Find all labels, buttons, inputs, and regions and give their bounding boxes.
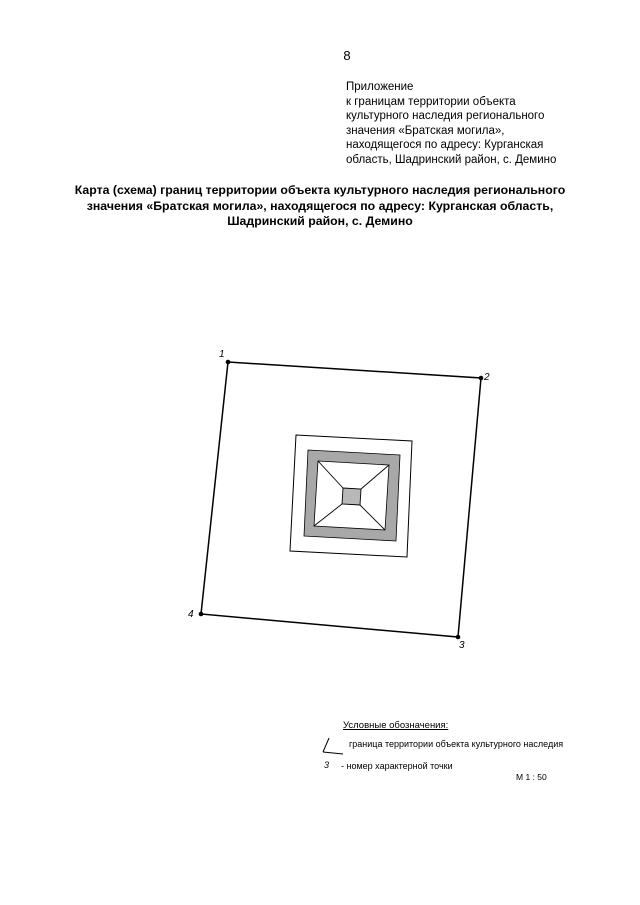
boundary-point-1 bbox=[226, 360, 231, 365]
map-title-line: Карта (схема) границ территории объекта культурного наследия регионального bbox=[74, 183, 566, 197]
boundary-point-label: 4 bbox=[188, 609, 194, 620]
boundary-line-icon bbox=[323, 738, 343, 754]
monument-center bbox=[342, 488, 361, 505]
boundary-point-label: 1 bbox=[219, 349, 225, 360]
boundary-point-label: 2 bbox=[484, 372, 490, 383]
boundary-point-3 bbox=[456, 635, 461, 640]
boundary-point-2 bbox=[479, 376, 484, 381]
appendix-line: Приложение bbox=[346, 81, 414, 93]
legend-point-symbol: 3 bbox=[324, 760, 330, 770]
legend-heading: Условные обозначения: bbox=[343, 720, 449, 731]
legend-boundary-text: граница территории объекта культурного наследия bbox=[349, 739, 564, 749]
appendix-line: значения «Братская могила», bbox=[346, 124, 505, 137]
boundary-point-label: 3 bbox=[459, 640, 465, 651]
appendix-line: находящегося по адресу: Курганская bbox=[346, 139, 544, 152]
boundary-point-4 bbox=[199, 612, 204, 617]
appendix-line: культурного наследия регионального bbox=[346, 110, 545, 123]
appendix-line: область, Шадринский район, с. Демино bbox=[346, 153, 557, 166]
appendix-line: к границам территории объекта bbox=[346, 95, 516, 108]
legend-point-text: - номер характерной точки bbox=[341, 761, 453, 771]
map-title-line: Шадринский район, с. Демино bbox=[227, 214, 413, 229]
page-number: 8 bbox=[343, 48, 351, 63]
map-scale: М 1 : 50 bbox=[516, 772, 547, 782]
map-title-line: значения «Братская могила», находящегося по адресу: Курганская область, bbox=[86, 198, 554, 213]
